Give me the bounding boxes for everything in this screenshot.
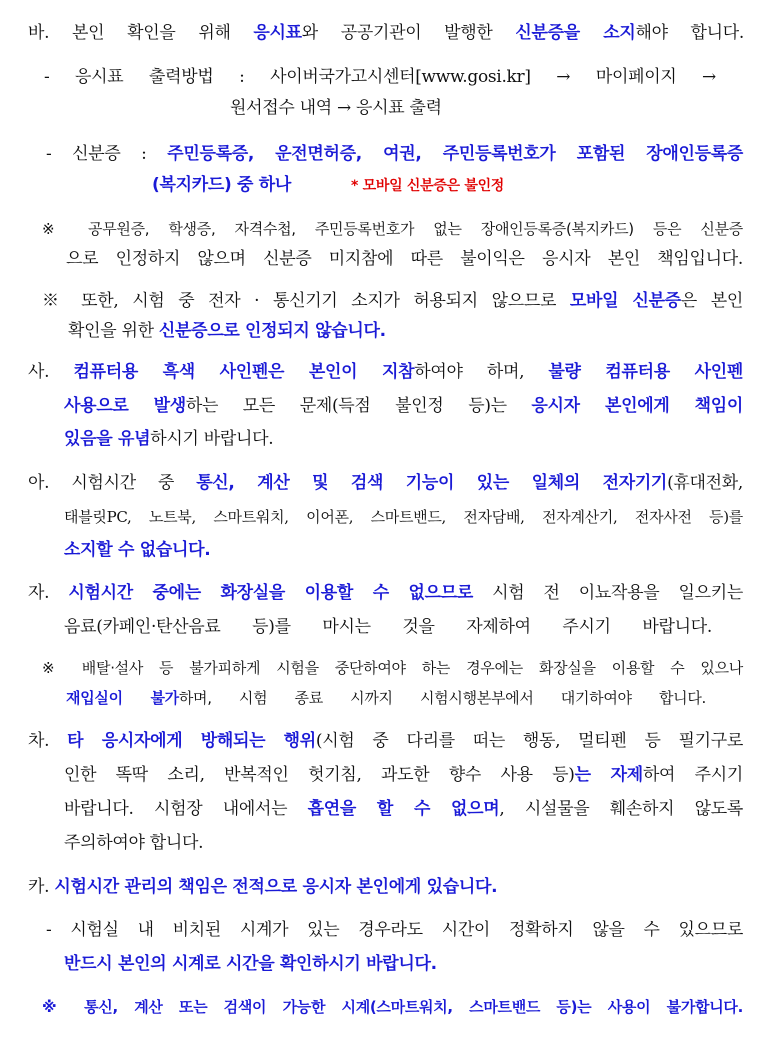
item-a-line2: 태블릿PC, 노트북, 스마트워치, 이어폰, 스마트밴드, 전자담배, 전자계산기, 전자사전 등)를 [64,508,743,526]
item-ka-sub1-line2: 반드시 본인의 시계로 시간을 확인하시기 바랍니다. [64,954,437,974]
item-a-line3: 소지할 수 없습니다. [64,540,211,560]
item-ba-note1-line2: 으로 인정하지 않으며 신분증 미지참에 따른 불이익은 응시자 본인 책임입니다. [66,249,743,269]
item-ja-note1-line1: ※ 배탈·설사 등 불가피하게 시험을 중단하여야 하는 경우에는 화장실을 이용할 수 있으나 [42,659,743,677]
item-ba-sub2-line1: - 신분증 : 주민등록증, 운전면허증, 여권, 주민등록번호가 포함된 장애인등록증 [46,144,743,164]
item-ja-note1-line2: 재입실이 불가하며, 시험 종료 시까지 시험시행본부에서 대기하여야 합니다. [66,689,706,707]
item-ka-note1: ※ 통신, 계산 또는 검색이 가능한 시계(스마트워치, 스마트밴드 등)는 사용이 불가합니다. [42,998,743,1016]
item-sa-line1: 사. 컴퓨터용 흑색 사인펜은 본인이 지참하여야 하며, 불량 컴퓨터용 사인펜 [28,362,743,382]
item-ba-note2-line1: ※ 또한, 시험 중 전자 · 통신기기 소지가 허용되지 않으므로 모바일 신분증은 본인 [42,291,743,311]
item-a-line1: 아. 시험시간 중 통신, 계산 및 검색 기능이 있는 일체의 전자기기(휴대전화, [28,473,743,493]
item-cha-line1: 차. 타 응시자에게 방해되는 행위(시험 중 다리를 떠는 행동, 멀티펜 등 필기구로 [28,731,743,751]
item-ka-sub1-line1: - 시험실 내 비치된 시계가 있는 경우라도 시간이 정확하지 않을 수 있으므로 [46,920,743,940]
item-ba-note1-line1: ※ 공무원증, 학생증, 자격수첩, 주민등록번호가 없는 장애인등록증(복지카드) 등은 신분증 [42,220,743,238]
item-cha-line4: 주의하여야 합니다. [64,833,204,853]
item-ba-line1: 바. 본인 확인을 위해 응시표와 공공기관이 발행한 신분증을 소지해야 합니다. [28,23,744,43]
item-ja-line2: 음료(카페인·탄산음료 등)를 마시는 것을 자제하여 주시기 바랍니다. [64,617,712,637]
item-ba-sub1-line1: - 응시표 출력방법 : 사이버국가고시센터[www.gosi.kr] → 마이페이지 → [44,67,716,87]
item-ka-line1: 카. 시험시간 관리의 책임은 전적으로 응시자 본인에게 있습니다. [28,877,498,897]
item-sa-line3: 있음을 유념하시기 바랍니다. [64,429,274,449]
item-ja-line1: 자. 시험시간 중에는 화장실을 이용할 수 없으므로 시험 전 이뇨작용을 일으키는 [28,583,743,603]
item-cha-line2: 인한 똑딱 소리, 반복적인 헛기침, 과도한 향수 사용 등)는 자제하여 주시기 [64,765,743,785]
item-sa-line2: 사용으로 발생하는 모든 문제(득점 불인정 등)는 응시자 본인에게 책임이 [64,396,743,416]
item-ba-sub1-line2: 원서접수 내역 → 응시표 출력 [230,98,442,118]
item-ba-sub2-line2: (복지카드) 중 하나 * 모바일 신분증은 불인정 [152,175,505,195]
item-cha-line3: 바랍니다. 시험장 내에서는 흡연을 할 수 없으며, 시설물을 훼손하지 않도록 [64,799,743,819]
item-ba-note2-line2: 확인을 위한 신분증으로 인정되지 않습니다. [68,321,386,341]
